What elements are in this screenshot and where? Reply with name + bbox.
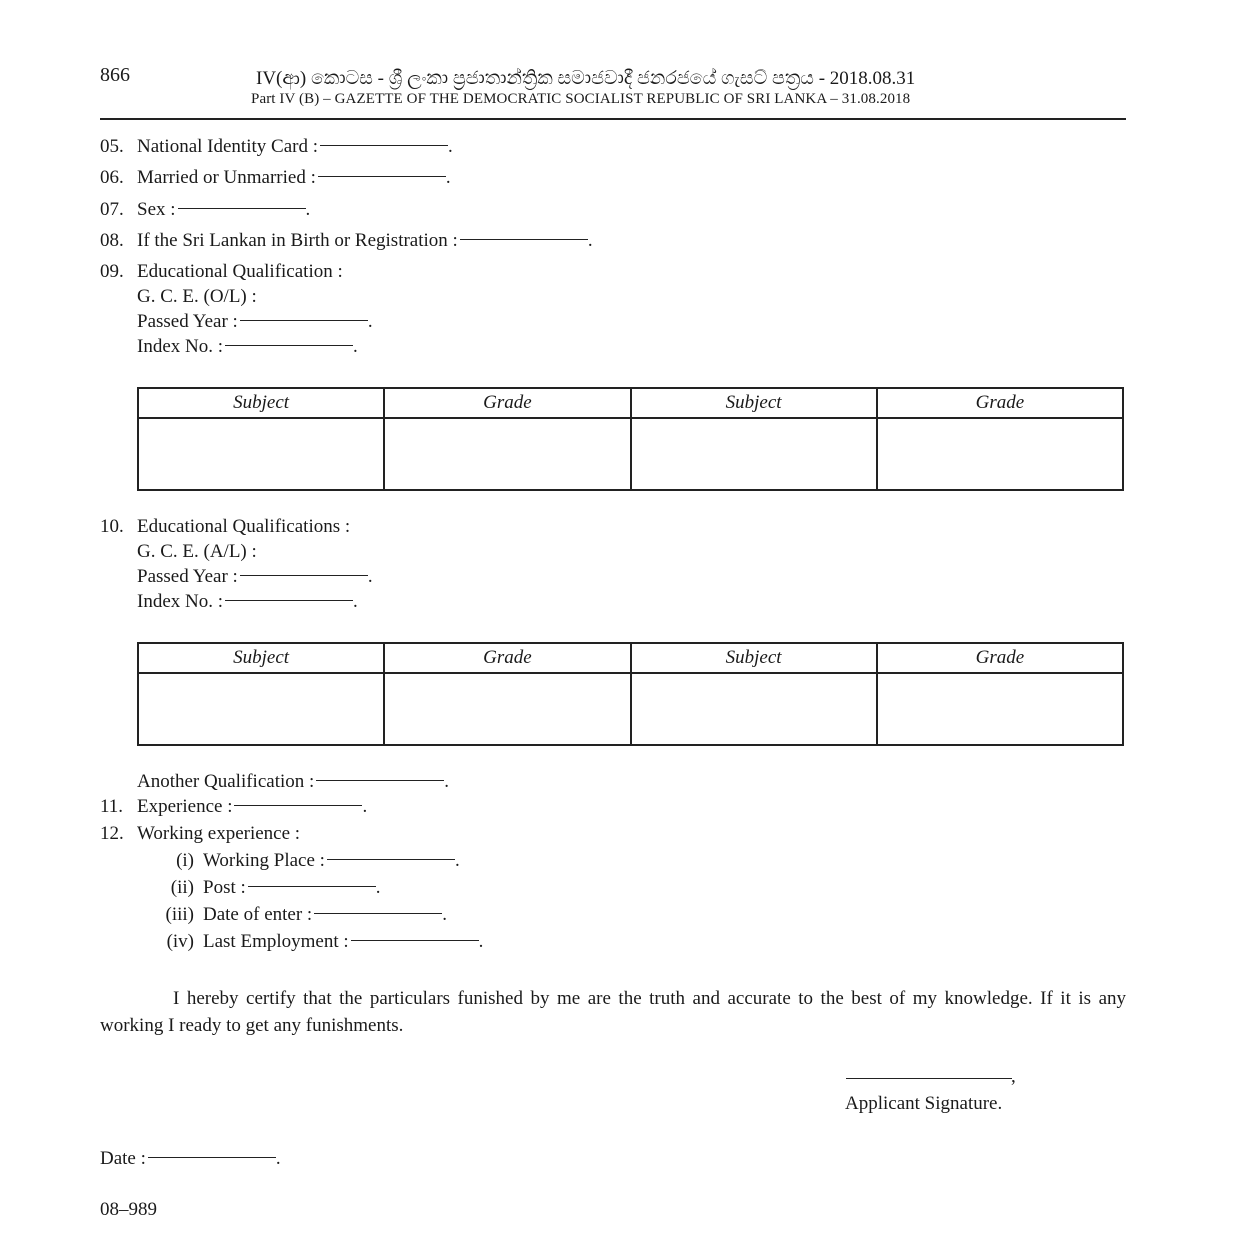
field-label: Date of enter : (203, 904, 313, 925)
al-passed-year-blank[interactable] (240, 575, 368, 576)
dot: . (447, 136, 453, 157)
field-working-experience (100, 823, 300, 847)
al-exam (137, 541, 257, 565)
header-english-title: Part IV (B) – GAZETTE OF THE DEMOCRATIC SOCIALIST REPUBLIC OF SRI LANKA – 31.08.2018 (251, 91, 911, 107)
signature-comma: , (1011, 1066, 1016, 1087)
field-label: Working experience : (137, 823, 301, 844)
field-number: 11. (100, 796, 124, 817)
another-qualification-blank[interactable] (316, 780, 444, 781)
field-label: Passed Year : (137, 566, 238, 587)
item-number: (iii) (165, 904, 194, 925)
field-number: 12. (100, 823, 124, 844)
field-label: Passed Year : (137, 311, 238, 332)
page-number: 866 (100, 64, 130, 86)
field-label: Educational Qualifications : (137, 516, 351, 537)
ol-index-no-blank[interactable] (225, 345, 353, 346)
field-label: Married or Unmarried : (137, 167, 316, 188)
al-header-subject-2: Subject (631, 643, 877, 673)
field-label: Another Qualification : (137, 771, 315, 792)
date-field (100, 1148, 281, 1172)
signature-label: Applicant Signature. (845, 1093, 1003, 1114)
field-label: Last Employment : (203, 931, 349, 952)
ol-header-subject-1: Subject (138, 388, 384, 418)
dot: . (367, 566, 373, 587)
date-of-enter (140, 904, 447, 928)
ol-passed-year (137, 311, 373, 335)
date-blank[interactable] (148, 1157, 276, 1158)
table-row (138, 673, 1123, 745)
field-experience (100, 796, 367, 820)
field-number: 06. (100, 167, 124, 188)
dot: . (367, 311, 373, 332)
ol-heading (100, 261, 343, 285)
signature-line[interactable] (846, 1078, 1012, 1079)
experience-blank[interactable] (234, 805, 362, 806)
dot: . (275, 1148, 281, 1169)
birth-registration-blank[interactable] (460, 239, 588, 240)
field-number: 08. (100, 230, 124, 251)
dot: . (444, 771, 450, 792)
field-label: Index No. : (137, 591, 224, 612)
ol-passed-year-blank[interactable] (240, 320, 368, 321)
field-label: G. C. E. (O/L) : (137, 286, 257, 307)
another-qualification (137, 771, 449, 795)
dot: . (362, 796, 368, 817)
field-label: National Identity Card : (137, 136, 318, 157)
dot: . (353, 336, 358, 357)
field-sex (100, 199, 310, 223)
field-label: Post : (203, 877, 246, 898)
al-heading (100, 516, 350, 540)
field-number: 10. (100, 516, 124, 537)
ol-exam (137, 286, 257, 310)
field-label: Date : (100, 1148, 146, 1169)
ol-header-grade-2: Grade (877, 388, 1123, 418)
date-of-enter-blank[interactable] (314, 913, 442, 914)
dot: . (353, 591, 358, 612)
field-birth-registration (100, 230, 593, 254)
field-label: G. C. E. (A/L) : (137, 541, 257, 562)
al-header-grade-2: Grade (877, 643, 1123, 673)
nic-blank[interactable] (320, 145, 448, 146)
ol-cell-subject-2[interactable] (631, 418, 877, 490)
field-number: 09. (100, 261, 124, 282)
field-label: Educational Qualification : (137, 261, 343, 282)
last-employment-blank[interactable] (351, 940, 479, 941)
al-cell-grade-2[interactable] (877, 673, 1123, 745)
item-number: (ii) (170, 877, 194, 898)
al-cell-subject-1[interactable] (138, 673, 384, 745)
field-married (100, 167, 451, 191)
field-number: 07. (100, 199, 124, 220)
field-label: Sex : (137, 199, 176, 220)
dot: . (454, 850, 460, 871)
ol-cell-subject-1[interactable] (138, 418, 384, 490)
al-passed-year (137, 566, 373, 590)
ol-grades-table (137, 387, 1124, 491)
al-header-grade-1: Grade (384, 643, 630, 673)
item-number: (iv) (166, 931, 194, 952)
field-label: Experience : (137, 796, 233, 817)
al-header-subject-1: Subject (138, 643, 384, 673)
last-employment (140, 931, 483, 955)
dot: . (442, 904, 447, 925)
dot: . (587, 230, 593, 251)
field-label: Working Place : (203, 850, 325, 871)
field-label: If the Sri Lankan in Birth or Registration : (137, 230, 458, 251)
sex-blank[interactable] (178, 208, 306, 209)
dot: . (375, 877, 381, 898)
field-nic (100, 136, 453, 160)
working-place-blank[interactable] (327, 859, 455, 860)
al-grades-table (137, 642, 1124, 746)
working-place (140, 850, 460, 874)
dot: . (478, 931, 484, 952)
ol-header-grade-1: Grade (384, 388, 630, 418)
certification-paragraph: I hereby certify that the particulars funished by me are the truth and accurate to the best of my knowledge. If it is any working I ready to get any funishments. (100, 988, 1126, 1036)
header-rule (100, 118, 1126, 120)
ol-cell-grade-1[interactable] (384, 418, 630, 490)
ol-index-no (137, 336, 358, 360)
header-sinhala-title: IV(ආ) කොටස - ශ්‍රී ලංකා ප්‍රජාතාන්ත්‍රික සමාජවාදී ජනරජයේ ගැසට් පත්‍රය - 2018.08.31 (256, 68, 916, 89)
field-number: 05. (100, 136, 124, 157)
married-blank[interactable] (318, 176, 446, 177)
footer-code: 08–989 (100, 1199, 157, 1220)
al-cell-grade-1[interactable] (384, 673, 630, 745)
post-blank[interactable] (248, 886, 376, 887)
table-row (138, 418, 1123, 490)
post (140, 877, 381, 901)
al-index-no-blank[interactable] (225, 600, 353, 601)
dot: . (305, 199, 311, 220)
dot: . (445, 167, 451, 188)
ol-cell-grade-2[interactable] (877, 418, 1123, 490)
item-number: (i) (176, 850, 194, 871)
ol-header-subject-2: Subject (631, 388, 877, 418)
field-label: Index No. : (137, 336, 224, 357)
al-index-no (137, 591, 358, 615)
al-cell-subject-2[interactable] (631, 673, 877, 745)
